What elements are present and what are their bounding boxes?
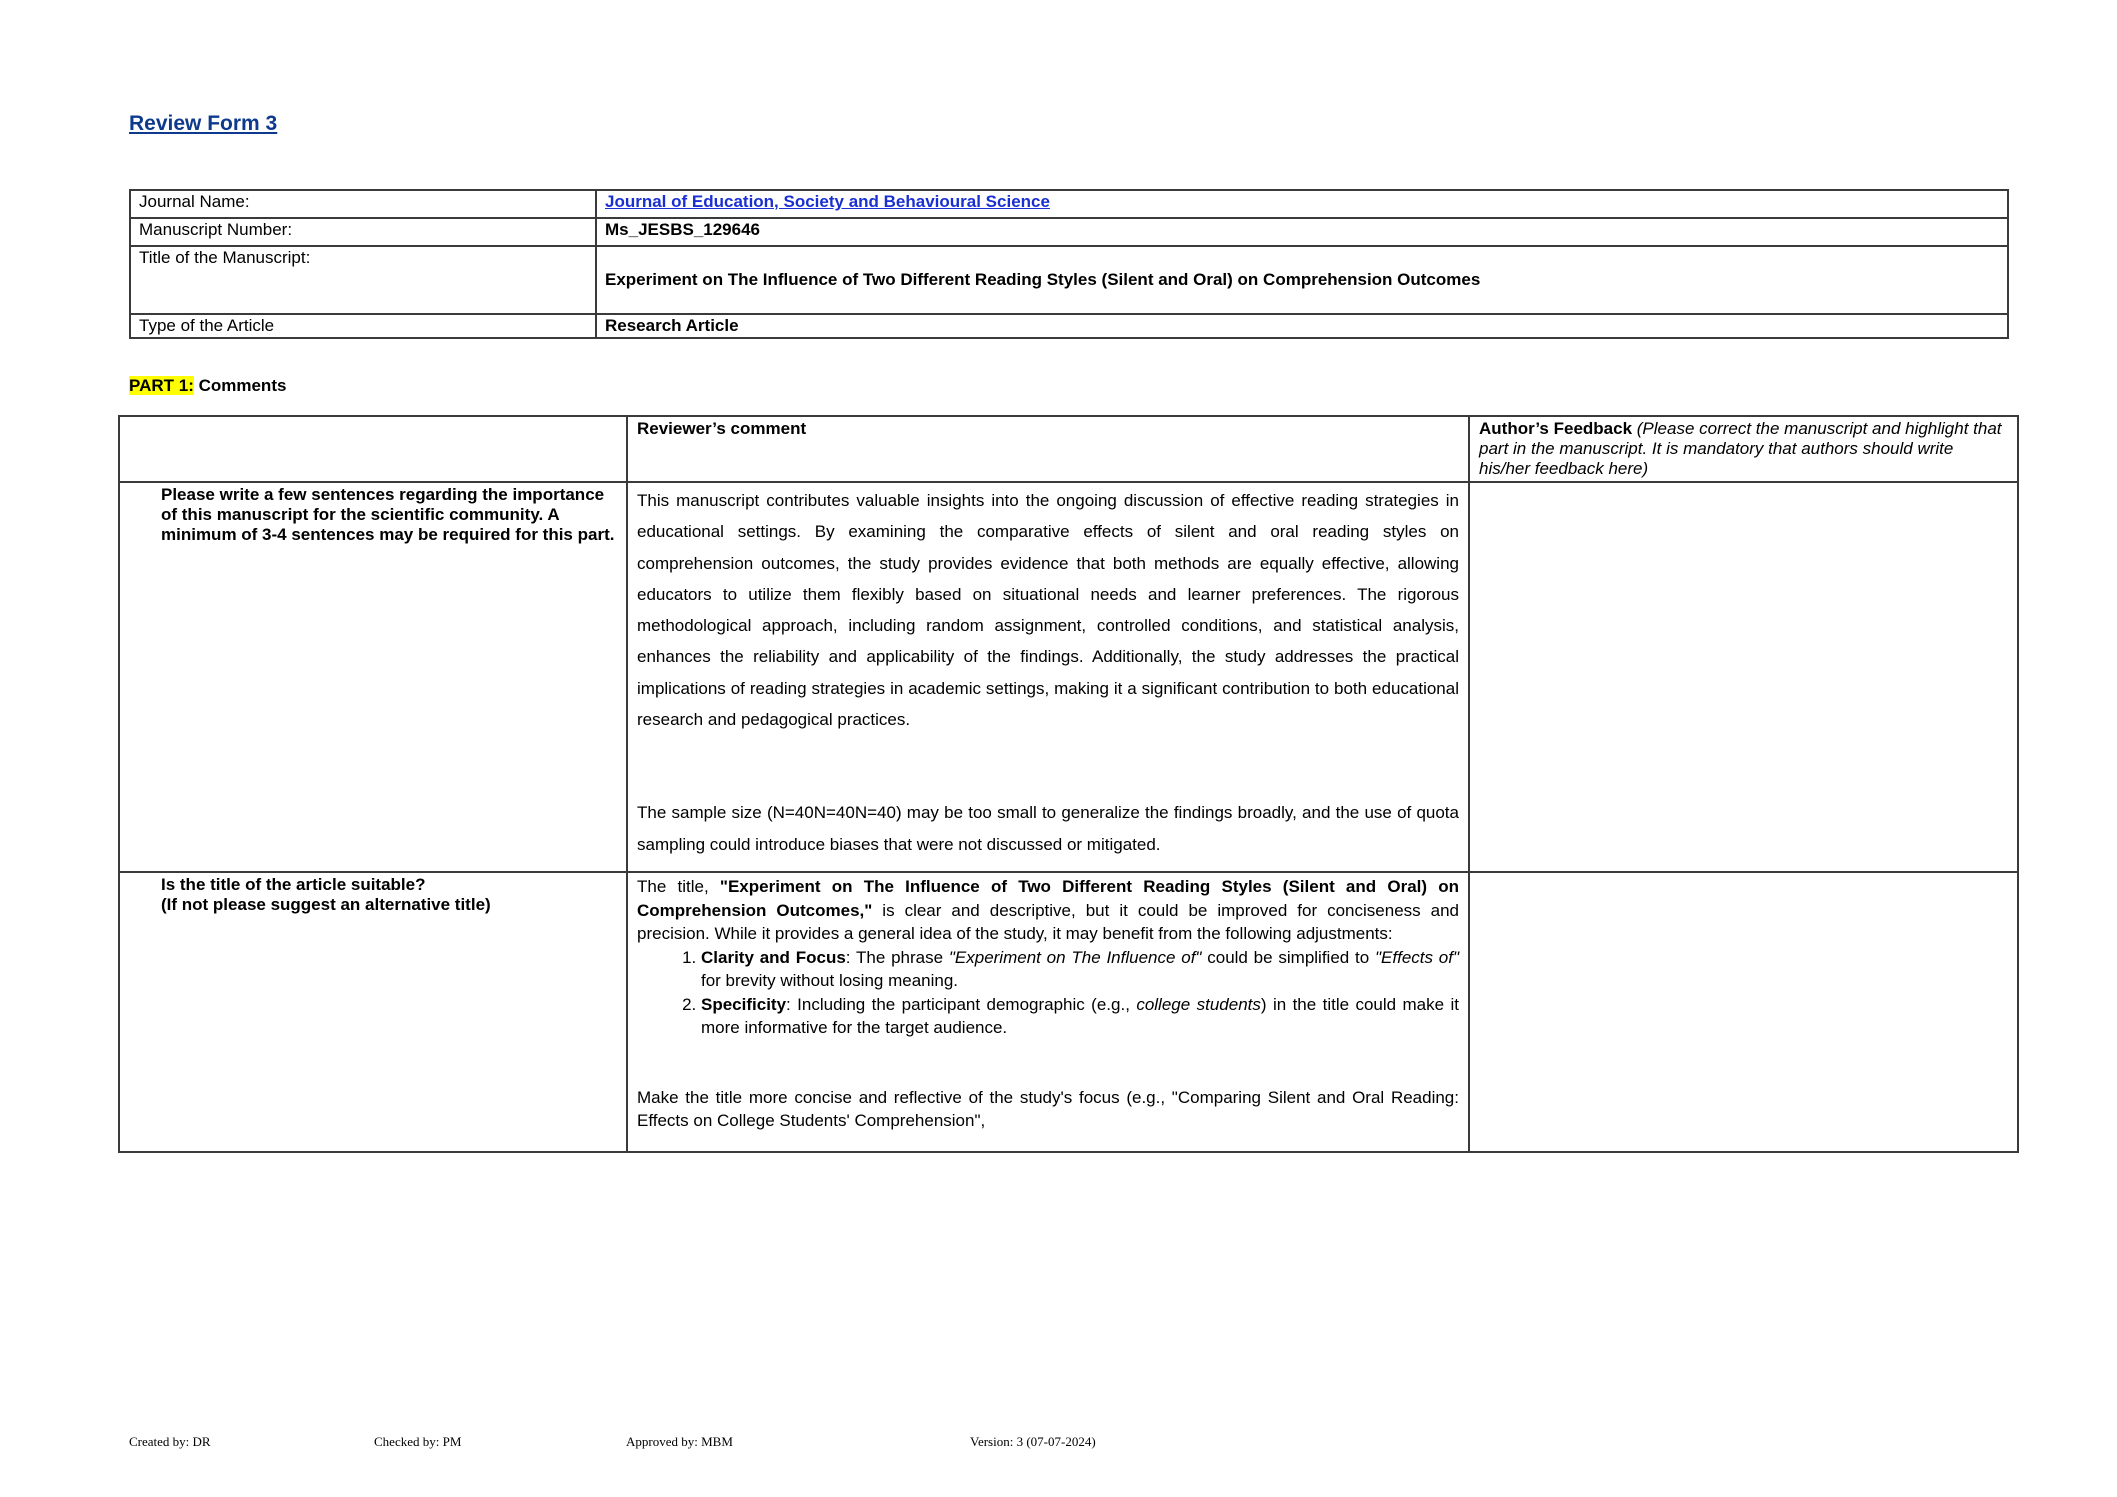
footer-checked-by: Checked by: PM [374,1434,462,1449]
question-title-suitable [119,872,627,1152]
header-author-feedback [1469,416,2018,482]
info-row-article-type [130,314,2008,338]
journal-name-link[interactable]: Journal of Education, Society and Behavioural Science [605,192,1050,211]
text: : Including the participant demographic (e.g., [786,994,1137,1014]
italic-text: college students [1136,994,1261,1014]
italic-text: "Experiment on The Influence of" [948,947,1202,967]
info-label: Title of the Manuscript: [130,246,596,314]
manuscript-title: Experiment on The Influence of Two Different Reading Styles (Silent and Oral) on Comprehension Outcomes [596,246,2008,314]
list-item [701,946,1459,993]
text: for brevity without losing meaning. [701,971,959,990]
text: : The phrase [845,947,949,967]
comments-header-row [119,416,2018,482]
reviewer-comment-cell [627,482,1469,872]
header-empty-cell [119,416,627,482]
item-heading: Clarity and Focus [701,947,846,967]
info-label: Type of the Article [130,314,596,338]
manuscript-number: Ms_JESBS_129646 [596,218,2008,246]
text: is clear and descriptive, but it could be improved for conciseness and precision. While it provides a general idea of the study, it may benefit from the following adjustments: [637,900,1459,943]
info-row-manuscript-number [130,218,2008,246]
footer-created-by: Created by: DR [129,1434,211,1449]
info-label: Manuscript Number: [130,218,596,246]
list-item [701,993,1459,1040]
comment-paragraph: This manuscript contributes valuable insights into the ongoing discussion of effective reading strategies in educational settings. By examining the comparative effects of silent and oral reading styles on comprehension outcomes, the study provides evidence that both methods are equally effective, allowing educators to utilize them flexibly based on situational needs and learner preferences. The rigorous methodological approach, including random assignment, controlled conditions, and statistical analysis, enhances the reliability and applicability of the findings. Additionally, the study addresses the practical implications of reading strategies in academic settings, making it a significant contribution to both educational research and pedagogical practices. [637,491,1459,730]
article-type: Research Article [596,314,2008,338]
question-line: Is the title of the article suitable? [161,875,426,894]
part1-heading [129,376,286,396]
text: The title, [637,877,720,896]
question-line: (If not please suggest an alternative title) [161,895,491,914]
info-row-journal [130,190,2008,218]
quoted-title: "Experiment on The Influence of Two Different Reading Styles (Silent and Oral) on Comprehension Outcomes," [637,877,1460,920]
comments-table [118,415,2019,1153]
text: could be simplified to [1201,947,1375,967]
text: ) in the title could make it more informative for the target audience. [701,994,1459,1037]
reviewer-comment-heading: Reviewer’s comment [637,419,807,438]
part1-highlight: PART 1: [129,376,194,395]
italic-text: "Effects of" [1375,947,1460,967]
table-row [119,872,2018,1152]
header-reviewer-comment [627,416,1469,482]
table-row [119,482,2018,872]
reviewer-comment-cell [627,872,1469,1152]
info-row-title [130,246,2008,314]
suggestion-list [637,946,1459,1040]
author-feedback-cell[interactable] [1469,482,2018,872]
author-feedback-instructions: (Please correct the manuscript and highlight that part in the manuscript. It is mandatory that authors should write his/her feedback here) [1479,419,2002,478]
part1-label: Comments [193,376,287,395]
comment-intro [637,875,1459,946]
comment-closing: Make the title more concise and reflective of the study's focus (e.g., "Comparing Silent and Oral Reading: Effects on College Students' Comprehension", [637,1087,1459,1130]
author-feedback-heading: Author’s Feedback [1479,419,1633,438]
manuscript-info-table [129,189,2009,339]
comment-paragraph: The sample size (N=40N=40N=40) may be too small to generalize the findings broadly, and the use of quota sampling could introduce biases that were not discussed or mitigated. [637,803,1459,854]
question-importance: Please write a few sentences regarding the importance of this manuscript for the scientific community. A minimum of 3-4 sentences may be required for this part. [119,482,627,872]
footer-version: Version: 3 (07-07-2024) [970,1434,1096,1449]
info-label: Journal Name: [130,190,596,218]
author-feedback-cell[interactable] [1469,872,2018,1152]
footer-approved-by: Approved by: MBM [626,1434,733,1449]
info-value-cell [596,190,2008,218]
form-title: Review Form 3 [129,112,278,135]
item-heading: Specificity [701,994,787,1014]
